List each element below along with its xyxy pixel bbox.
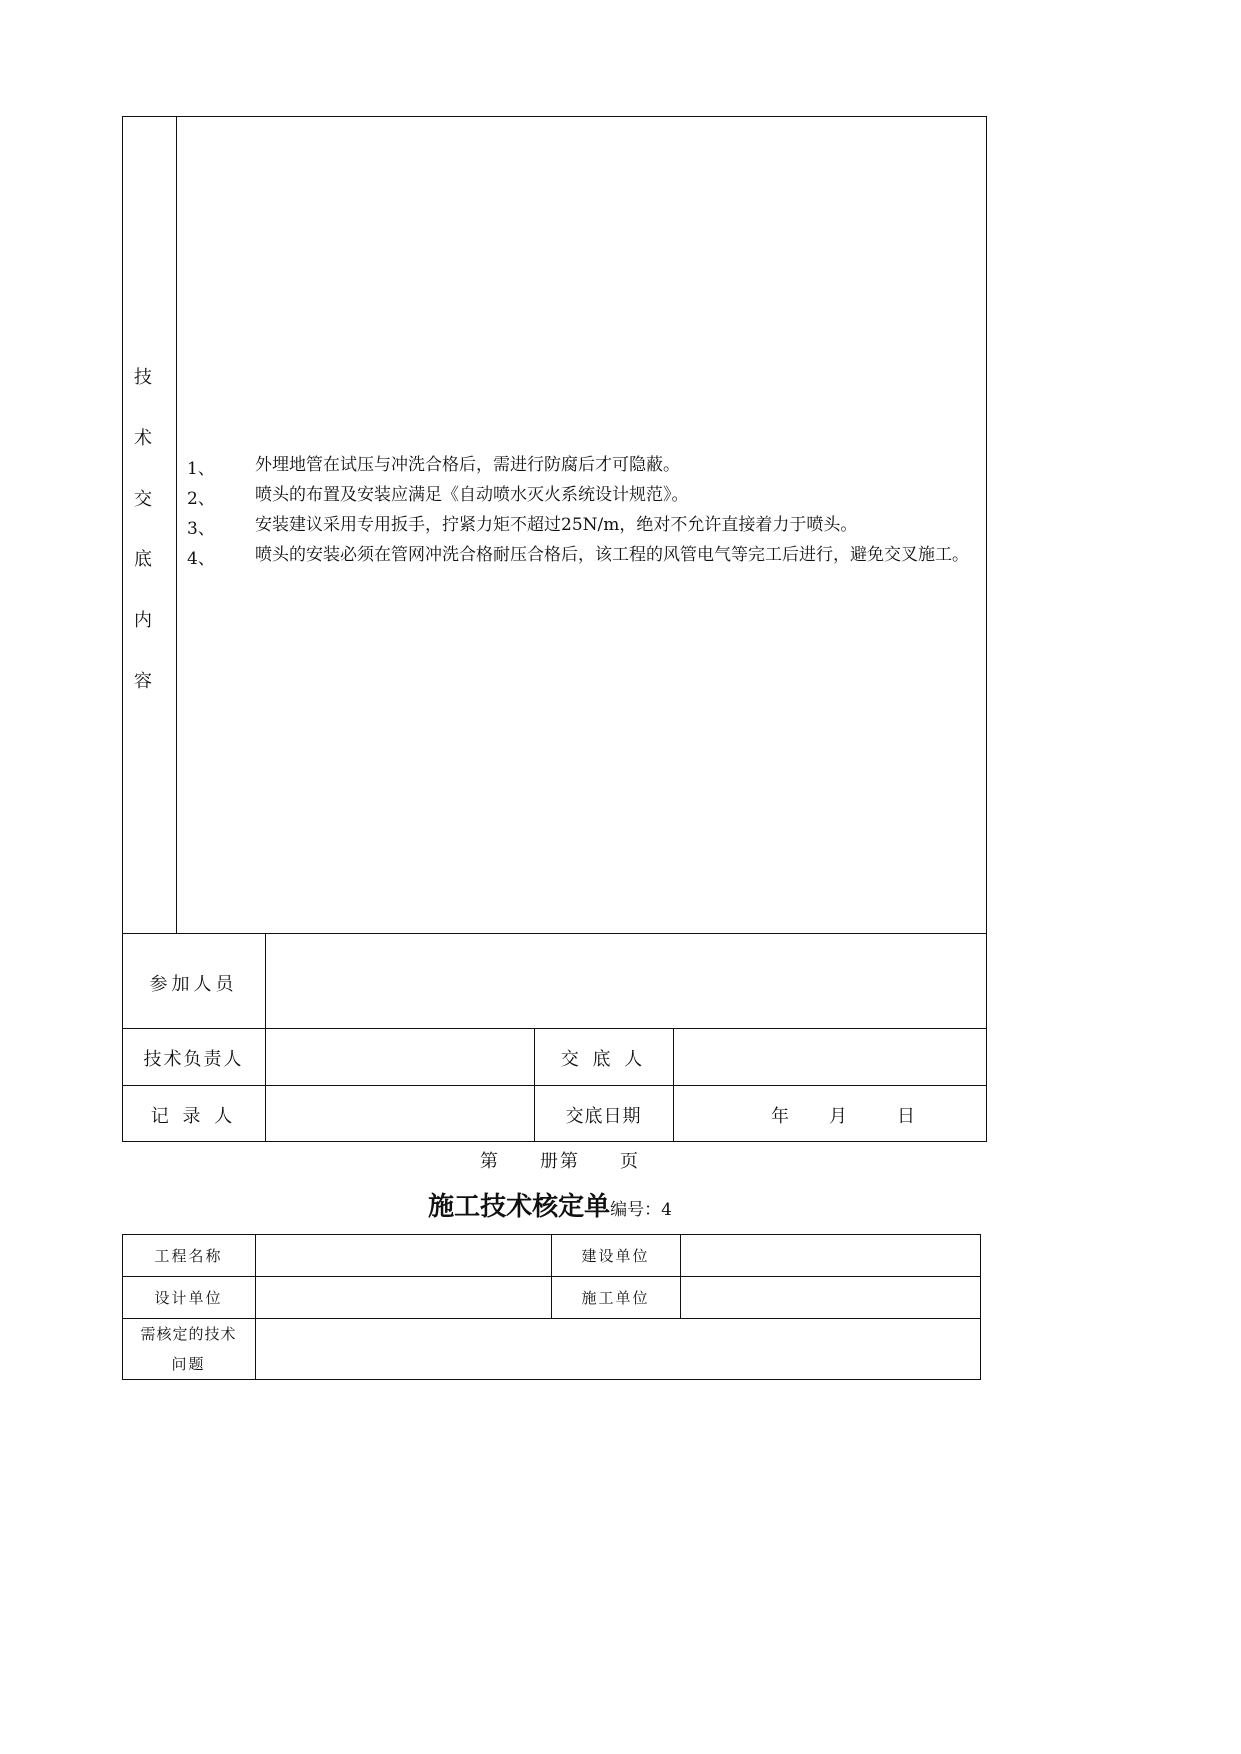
date-year: 年 (771, 1106, 793, 1127)
issue-label-line2: 问题 (171, 1355, 206, 1373)
tech-lead-label: 技术负责人 (143, 1049, 244, 1070)
item-number: 4、 (187, 549, 215, 569)
item-text: 外埋地管在试压与冲洗合格后，需进行防腐后才可隐蔽。 (255, 455, 680, 475)
issue-label-line1: 需核定的技术 (140, 1325, 237, 1343)
side-label-char: 容 (134, 671, 152, 692)
side-label-char: 底 (134, 549, 152, 570)
page-footer: 第 册第 页 (480, 1151, 640, 1172)
tech-lead-field[interactable] (266, 1029, 534, 1085)
verification-title-row (300, 1186, 800, 1223)
project-name-label: 工程名称 (154, 1247, 223, 1265)
side-label-char: 术 (134, 428, 152, 449)
side-column-divider (176, 116, 177, 934)
discloser-label: 交 底 人 (560, 1049, 647, 1070)
number-label: 编号： (610, 1200, 662, 1220)
issue-field[interactable] (256, 1319, 980, 1379)
row-divider (122, 1085, 987, 1086)
verification-title: 施工技术核定单 (428, 1192, 611, 1222)
builder-unit-field[interactable] (681, 1277, 980, 1318)
item-number: 1、 (187, 459, 215, 479)
recorder-label: 记 录 人 (150, 1106, 237, 1127)
date-day: 日 (897, 1106, 919, 1127)
discloser-field[interactable] (674, 1029, 986, 1085)
side-label-char: 内 (134, 610, 152, 631)
item-text: 喷头的布置及安装应满足《自动喷水灭火系统设计规范》。 (255, 485, 689, 505)
item-text: 安装建议采用专用扳手，拧紧力矩不超过25N/m，绝对不允许直接着力于喷头。 (255, 515, 858, 535)
side-label-char: 技 (134, 367, 152, 388)
participants-field[interactable] (266, 934, 986, 1028)
design-unit-field[interactable] (256, 1277, 551, 1318)
construction-unit-field[interactable] (681, 1235, 980, 1276)
builder-unit-label: 施工单位 (581, 1289, 650, 1307)
item-text: 喷头的安装必须在管网冲洗合格耐压合格后，该工程的风管电气等完工后进行，避免交叉施工。 (255, 545, 969, 565)
date-month: 月 (829, 1106, 851, 1127)
recorder-field[interactable] (266, 1086, 534, 1142)
project-name-field[interactable] (256, 1235, 551, 1276)
item-number: 2、 (187, 489, 215, 509)
construction-unit-label: 建设单位 (581, 1247, 650, 1265)
date-label: 交底日期 (565, 1106, 642, 1127)
design-unit-label: 设计单位 (154, 1289, 223, 1307)
participants-label: 参加人员 (149, 974, 238, 995)
item-number: 3、 (187, 519, 215, 539)
side-label-char: 交 (134, 489, 152, 510)
number-value: 4 (661, 1200, 672, 1220)
